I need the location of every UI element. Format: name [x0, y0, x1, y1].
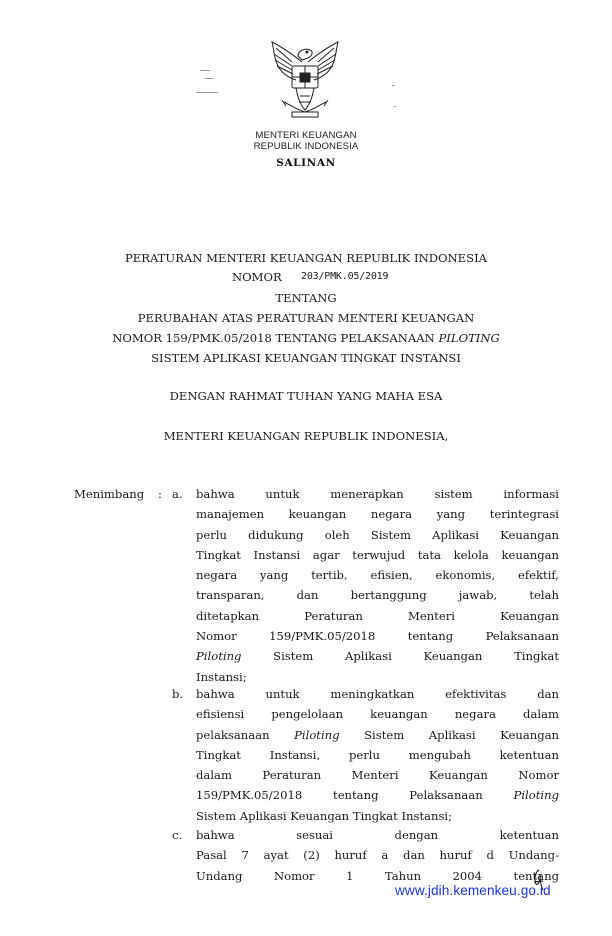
- item-c-body: [196, 825, 559, 886]
- item-a-line: Instansi;: [196, 669, 247, 684]
- invocation: DENGAN RAHMAT TUHAN YANG MAHA ESA: [169, 389, 443, 403]
- copy-label: SALINAN: [276, 157, 336, 169]
- scan-artifact: [394, 106, 396, 107]
- issuer: MENTERI KEUANGAN REPUBLIK INDONESIA,: [163, 429, 449, 443]
- item-c-line: Pasal 7 ayat (2) huruf a dan huruf d Undang-: [196, 848, 559, 863]
- item-b-line: Sistem Aplikasi Keuangan Tingkat Instansi;: [196, 808, 453, 823]
- republic-name: REPUBLIK INDONESIA: [253, 141, 359, 152]
- item-a-line: Nomor 159/PMK.05/2018 tentang Pelaksanaan: [196, 629, 559, 644]
- scan-artifact: [205, 78, 213, 79]
- regulation-type: PERATURAN MENTERI KEUANGAN REPUBLIK INDONESIA: [124, 251, 488, 265]
- garuda-emblem-icon: [262, 40, 348, 122]
- scan-artifact: [392, 85, 395, 86]
- subject-line-3: SISTEM APLIKASI KEUANGAN TINGKAT INSTANSI: [151, 351, 461, 365]
- item-a-line-piloting: Piloting Sistem Aplikasi Keuangan Tingkat: [196, 649, 559, 664]
- item-b-body: [196, 684, 559, 826]
- subject-line-2-text: NOMOR 159/PMK.05/2018 TENTANG PELAKSANAAN: [112, 331, 439, 345]
- item-a-line: transparan, dan bertanggung jawab, telah: [196, 588, 559, 603]
- nomor-label: NOMOR: [232, 270, 282, 284]
- item-b-line-piloting: pelaksanaan Piloting Sistem Aplikasi Keuangan: [196, 727, 559, 742]
- subject-line-2-italic: PILOTING: [438, 331, 500, 345]
- subject-line-2: [0, 331, 612, 345]
- item-b-line: efisiensi pengelolaan keuangan negara dalam: [196, 707, 559, 722]
- item-a-letter: a.: [172, 487, 183, 501]
- scan-artifact: [200, 70, 210, 71]
- item-b-letter: b.: [172, 687, 184, 701]
- ministry-name: MENTERI KEUANGAN: [255, 130, 357, 141]
- jdih-website-link[interactable]: www.jdih.kemenkeu.go.id: [395, 883, 551, 898]
- subject-line-1: PERUBAHAN ATAS PERATURAN MENTERI KEUANGAN: [137, 311, 475, 325]
- item-a-line: manajemen keuangan negara yang terintegrasi: [196, 507, 559, 522]
- item-c-letter: c.: [172, 828, 183, 842]
- item-c-line: bahwa sesuai dengan ketentuan: [196, 828, 559, 842]
- nomor-value: 203/PMK.05/2019: [301, 271, 389, 282]
- item-a-line: ditetapkan Peraturan Menteri Keuangan: [196, 608, 559, 623]
- item-c-line: Undang Nomor 1 Tahun 2004 tentang: [196, 868, 559, 883]
- item-b-line: Tingkat Instansi, perlu mengubah ketentuan: [196, 747, 559, 762]
- item-a-line: perlu didukung oleh Sistem Aplikasi Keuangan: [196, 527, 559, 542]
- about-label: TENTANG: [275, 291, 337, 305]
- item-b-line: dalam Peraturan Menteri Keuangan Nomor: [196, 768, 559, 783]
- scan-artifact: [196, 92, 218, 93]
- item-a-line: bahwa untuk menerapkan sistem informasi: [196, 487, 559, 501]
- considerations-label: Menimbang: [74, 487, 145, 501]
- item-a-body: [196, 484, 559, 687]
- item-b-line: bahwa untuk meningkatkan efektivitas dan: [196, 687, 559, 701]
- regulation-number-row: [232, 270, 389, 284]
- item-b-line-piloting: 159/PMK.05/2018 tentang Pelaksanaan Piloting: [196, 788, 559, 803]
- considerations-colon: :: [158, 487, 162, 501]
- item-a-line: negara yang tertib, efisien, ekonomis, efektif,: [196, 568, 559, 583]
- item-a-line: Tingkat Instansi agar terwujud tata kelola keuangan: [196, 547, 559, 562]
